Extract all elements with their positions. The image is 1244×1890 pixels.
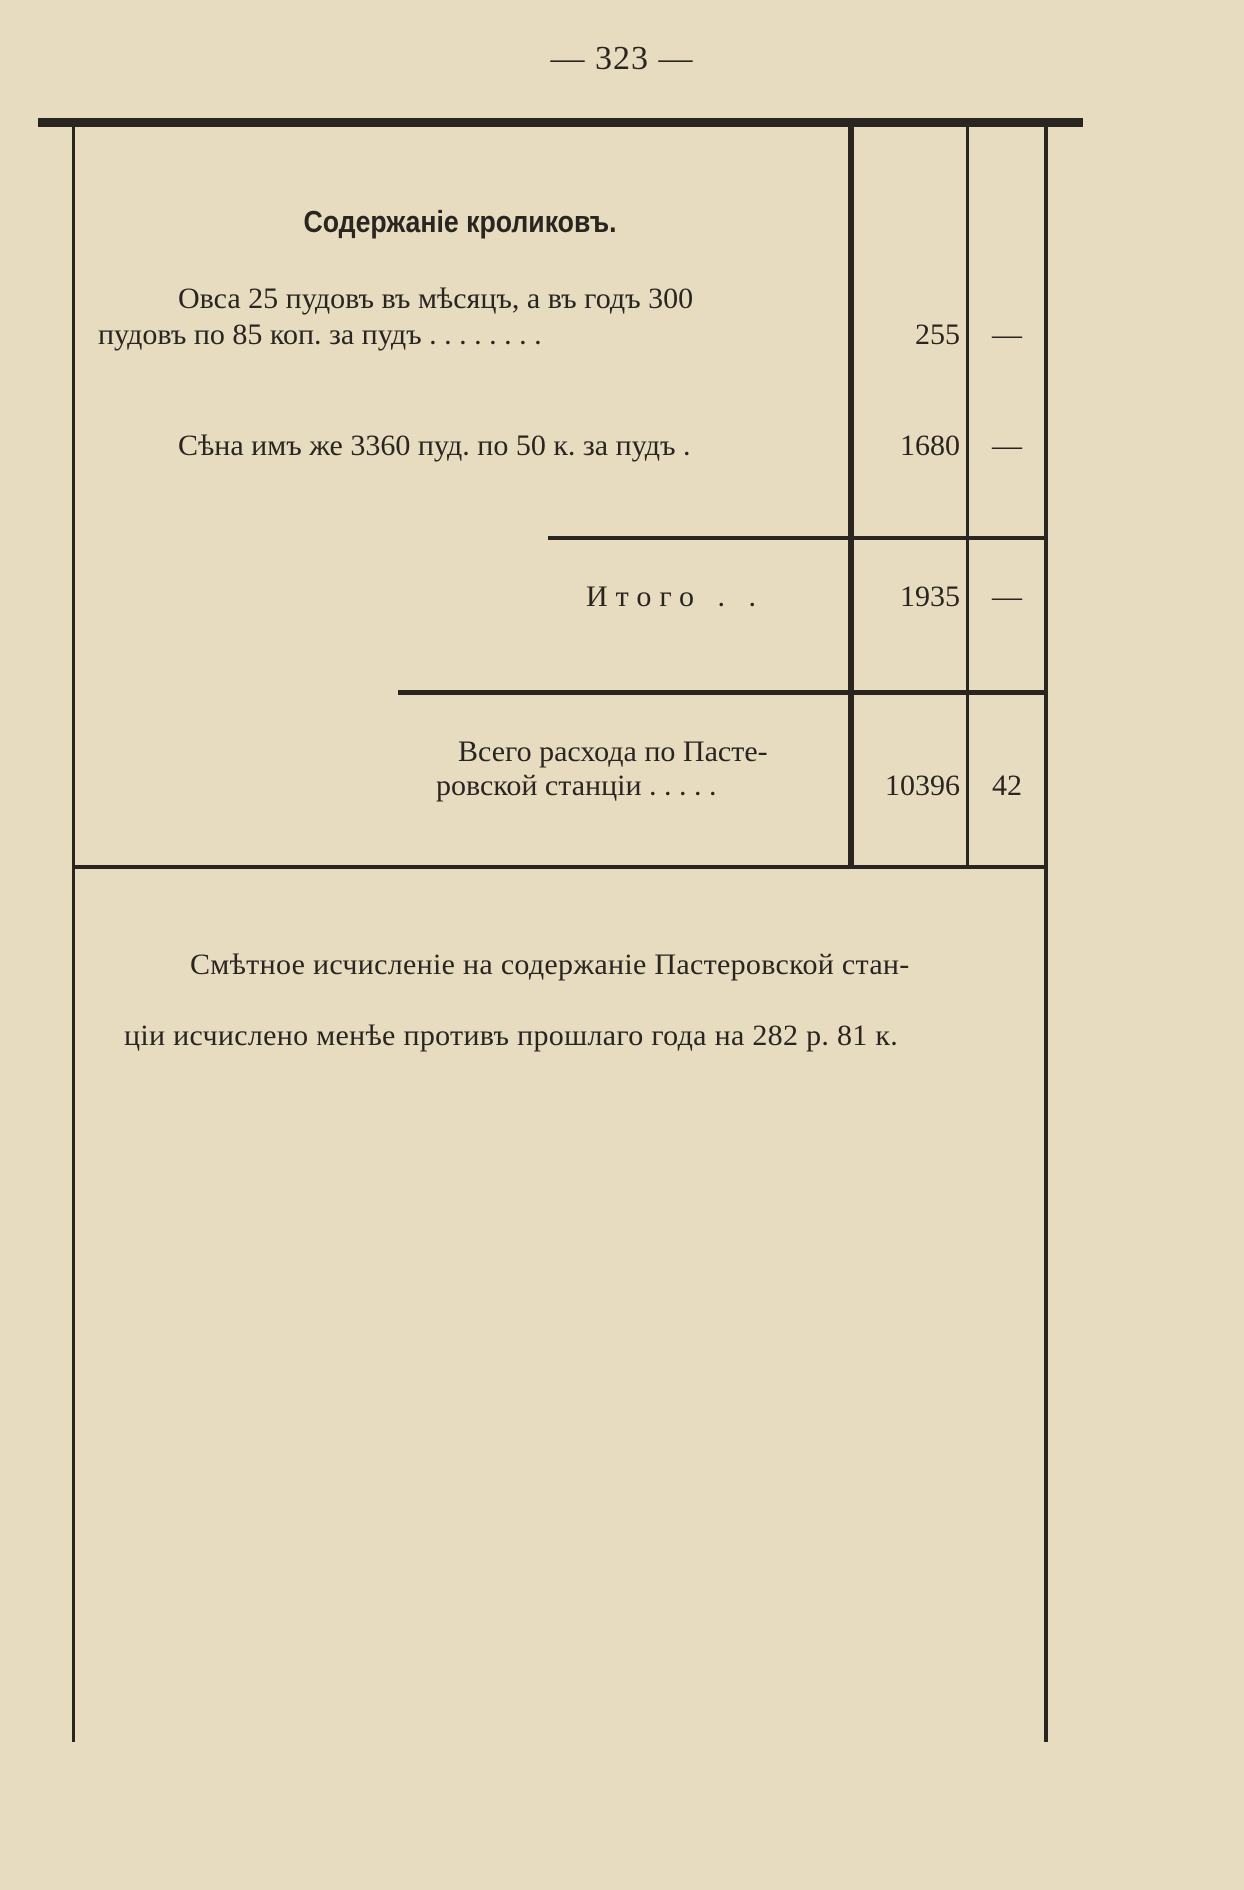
table-bottom-rule — [72, 865, 1046, 869]
rubles-column-rule-inner — [852, 127, 854, 867]
subtotal-rule — [548, 536, 1044, 540]
row-hay-kopecks: — — [992, 429, 1022, 462]
subtotal-rubles: 1935 — [900, 580, 960, 613]
row-hay-line-1: Сѣна имъ же 3360 пуд. по 50 к. за пудъ . — [178, 429, 691, 462]
row-oats-line-1: Овса 25 пудовъ въ мѣсяцъ, а въ годъ 300 — [178, 282, 694, 315]
top-rule — [38, 118, 1083, 127]
note-line-1: Смѣтное исчисленіе на содержаніе Пастеровской стан- — [190, 948, 910, 981]
subtotal-kopecks: — — [992, 580, 1022, 613]
kopecks-column-rule — [966, 127, 969, 867]
grand-total-label-line-1: Всего расхода по Пасте- — [458, 735, 768, 768]
note-line-2: ціи исчислено менѣе противъ прошлаго года на 282 р. 81 к. — [124, 1019, 899, 1052]
table-right-border — [1044, 127, 1048, 1742]
grand-total-rubles: 10396 — [885, 769, 960, 802]
row-oats-rubles: 255 — [915, 318, 960, 351]
subtotal-label: Итого . . — [586, 580, 764, 613]
page-number: — 323 — — [550, 40, 694, 77]
row-hay-rubles: 1680 — [900, 429, 960, 462]
row-oats-line-2: пудовъ по 85 коп. за пудъ . . . . . . . . — [98, 318, 542, 351]
row-oats-kopecks: — — [992, 318, 1022, 351]
grand-total-kopecks: 42 — [992, 769, 1022, 802]
grand-total-label-line-2: ровской станціи . . . . . — [436, 769, 717, 802]
table-left-border — [72, 127, 75, 1742]
section-title: Содержаніе кроликовъ. — [303, 204, 617, 239]
grand-total-rule — [398, 690, 1044, 695]
